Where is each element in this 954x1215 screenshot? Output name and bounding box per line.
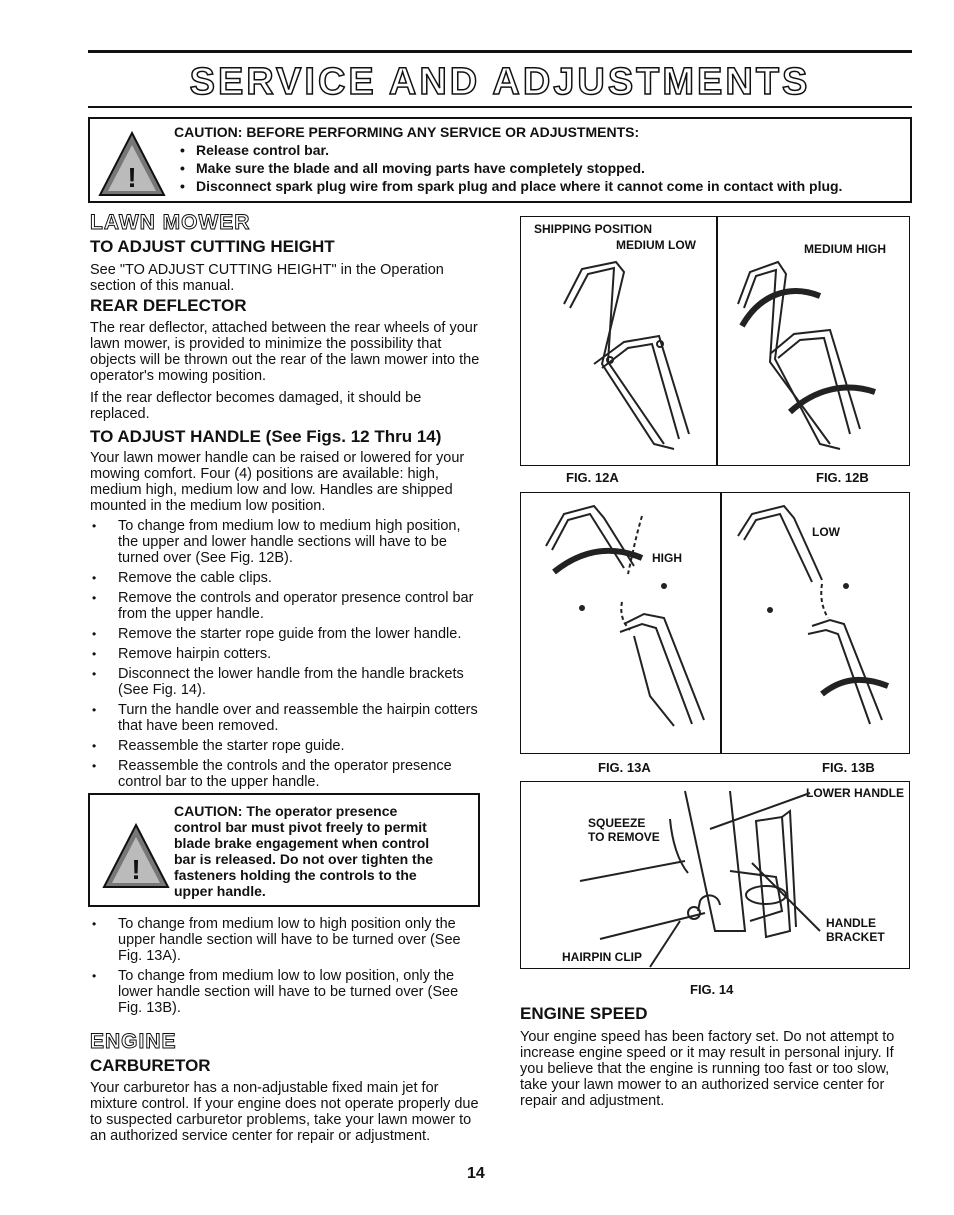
list-item: • Remove hairpin cotters. (90, 646, 480, 662)
list-item: • Turn the handle over and reassemble the hairpin cotters that have been removed. (90, 702, 480, 734)
page-title: SERVICE AND ADJUSTMENTS (189, 61, 811, 103)
fig14-squeeze-label: SQUEEZE (588, 816, 646, 830)
handle-medium-low-illustration (524, 244, 714, 464)
list-item: • To change from medium low to high position only the upper handle section will have to be turned over (See Fig. 13A). (90, 916, 480, 964)
carburetor-heading: CARBURETOR (90, 1056, 211, 1075)
adjust-handle-intro: Your lawn mower handle can be raised or lowered for your mowing comfort. Four (4) positions are available: high, medium high, medium low and low. Handles are shipped mounted in the medium low position. (90, 450, 465, 514)
fig12b-caption: FIG. 12B (816, 470, 869, 485)
fig14-hairpin-label: HAIRPIN CLIP (562, 950, 643, 964)
fig12b-medium-high-label: MEDIUM HIGH (804, 242, 886, 256)
engine-heading: ENGINE (90, 1030, 177, 1053)
fig13b-low-label: LOW (812, 525, 840, 539)
fig12a-shipping-label: SHIPPING POSITION (534, 222, 653, 236)
caution-box-top (88, 117, 912, 203)
page-number: 14 (467, 1165, 485, 1182)
caution-top-item: • Release control bar. (174, 141, 904, 159)
rear-deflector-heading: REAR DEFLECTOR (90, 296, 247, 315)
fig12a-caption: FIG. 12A (566, 470, 619, 485)
caution-top-heading: CAUTION: BEFORE PERFORMING ANY SERVICE OR ADJUSTMENTS: (174, 124, 640, 140)
list-item: • To change from medium low to low position, only the lower handle section will have to be turned over (See Fig. 13B). (90, 968, 480, 1016)
list-item: • Reassemble the starter rope guide. (90, 738, 480, 754)
list-item: • To change from medium low to medium high position, the upper and lower handle sections will have to be turned over (See Fig. 12B). (90, 518, 480, 566)
header-rule-bottom (88, 106, 912, 108)
caution-box-handle (88, 793, 480, 907)
fig14-lower-handle-label: LOWER HANDLE (806, 786, 904, 800)
fig14-bracket-label: BRACKET (826, 930, 885, 944)
fig12-divider (716, 216, 718, 466)
caution-top-item: • Disconnect spark plug wire from spark plug and place where it cannot come in contact with plug. (174, 177, 904, 195)
handle-medium-high-illustration (720, 244, 910, 464)
adjust-handle-heading: TO ADJUST HANDLE (See Figs. 12 Thru 14) (90, 427, 442, 446)
handle-high-illustration (524, 496, 719, 746)
fig14-caption: FIG. 14 (690, 982, 734, 997)
header-rule-top (88, 50, 912, 53)
hairpin-clip-illustration (520, 781, 910, 969)
svg-text:!: ! (127, 162, 137, 193)
cutting-height-text: See "TO ADJUST CUTTING HEIGHT" in the Operation section of this manual. (90, 262, 444, 294)
list-item: • Remove the starter rope guide from the lower handle. (90, 626, 480, 642)
warning-icon (98, 131, 166, 197)
fig13b-caption: FIG. 13B (822, 760, 875, 775)
list-item: • Remove the controls and operator presence control bar from the upper handle. (90, 590, 480, 622)
caution-handle-text: CAUTION: The operator presence control bar must pivot freely to permit blade brake engagement when control bar is released. Do not over tighten the fasteners holding the controls to the upper handle. (174, 803, 434, 899)
fig13a-caption: FIG. 13A (598, 760, 651, 775)
caution-top-item: • Make sure the blade and all moving parts have completely stopped. (174, 159, 904, 177)
rear-deflector-p1: The rear deflector, attached between the rear wheels of your lawn mower, is provided to minimize the possibility that objects will be thrown out the rear of the lawn mower into the operator's mowing position. (90, 320, 480, 384)
svg-text:!: ! (131, 854, 141, 885)
cutting-height-heading: TO ADJUST CUTTING HEIGHT (90, 237, 335, 256)
list-item: • Reassemble the controls and the operator presence control bar to the upper handle. (90, 758, 480, 790)
warning-icon (102, 823, 170, 889)
engine-speed-text: Your engine speed has been factory set. Do not attempt to increase engine speed or it may result in personal injury. If you believe that the engine is running too fast or too slow, take your lawn mower to an authorized service center for repair and adjustment. (520, 1029, 895, 1109)
fig12a-medium-low-label: MEDIUM LOW (616, 238, 696, 252)
rear-deflector-p2: If the rear deflector becomes damaged, it should be replaced. (90, 390, 422, 422)
engine-speed-heading: ENGINE SPEED (520, 1004, 648, 1023)
fig13a-high-label: HIGH (652, 551, 682, 565)
handle-steps-list (90, 518, 480, 794)
handle-low-illustration (722, 496, 912, 746)
list-item: • Disconnect the lower handle from the handle brackets (See Fig. 14). (90, 666, 480, 698)
handle-steps-list-2 (90, 916, 480, 1020)
fig14-handle-label: HANDLE (826, 916, 876, 930)
lawn-mower-heading: LAWN MOWER (90, 211, 251, 234)
list-item: • Remove the cable clips. (90, 570, 480, 586)
fig14-to-remove-label: TO REMOVE (588, 830, 660, 844)
carburetor-text: Your carburetor has a non-adjustable fixed main jet for mixture control. If your engine does not operate properly due to suspected carburetor problems, take your lawn mower to an authorized service center for repair or adjustment. (90, 1080, 479, 1144)
